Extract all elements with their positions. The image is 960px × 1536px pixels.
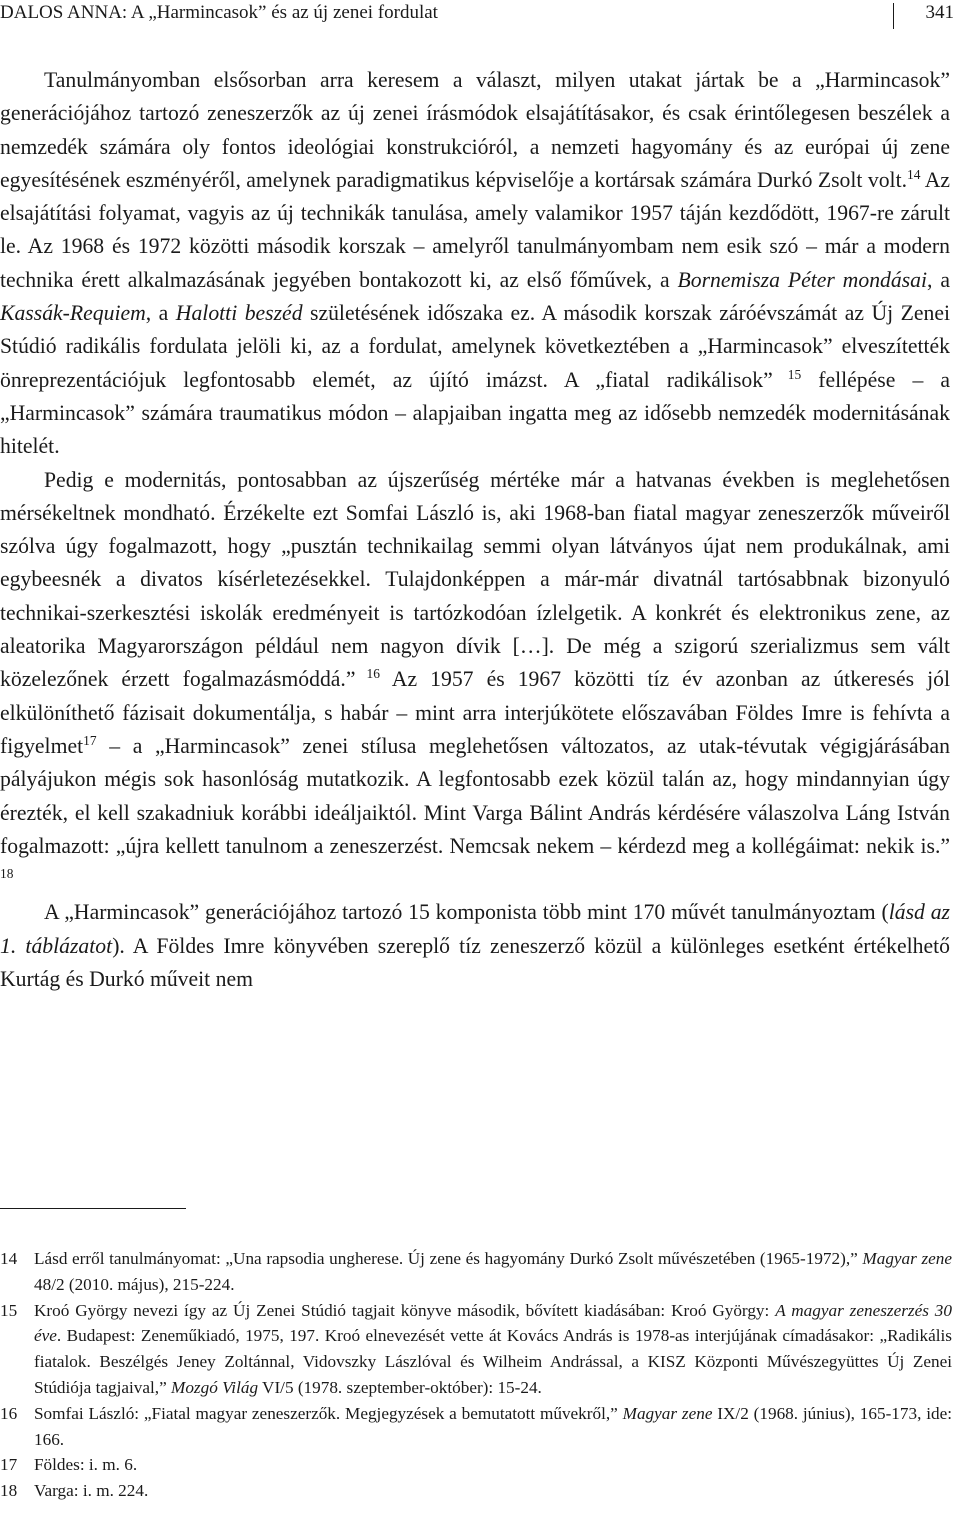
text-run: 48/2 (2010. május), 215-224.: [34, 1274, 235, 1294]
footnote-ref: 18: [0, 865, 14, 881]
italic-title: Magyar zene: [622, 1403, 713, 1423]
text-run: Az 1957 és 1967 közötti tíz év azonban az útkeresés jól elkülöníthető fázisait dokumentálja, s habár – mint arra interjúkötete előszavában Földes Imre is fehívta a figyelmet: [0, 667, 950, 758]
paragraph-2: [0, 464, 950, 897]
footnote-number: 17: [0, 1455, 18, 1475]
footnote-14: [0, 1246, 952, 1298]
italic-title: Mozgó Világ: [171, 1377, 259, 1397]
text-run: , a: [145, 301, 176, 326]
footnote-15: [0, 1298, 952, 1401]
footnote-number: 15: [0, 1300, 18, 1320]
footnote-ref: 15: [772, 366, 802, 382]
text-run: – a „Harmincasok” zenei stílusa meglehetősen változatos, az utak-tévutak végigjárásában pályájukon mégis sok hasonlóság mutatkozik. A legfontosabb ezek közül talán az, hogy mindannyian úgy érezték, el kell szakadniuk korábbi ideáljaiktól. Mint Varga Bálint András kérdésére válaszolva Láng István fogalmazott: „újra kellett tanulnom a zeneszerzést. Nemcsak nekem – kérdezd meg a kollégáimat: nekik is.”: [0, 733, 950, 858]
text-run: Földes: i. m. 6.: [34, 1455, 138, 1475]
footnote-18: [0, 1478, 952, 1504]
text-run: . Budapest: Zeneműkiadó, 1975, 197. Kroó elnevezését vette át Kovács András is 1978-as interjújának címadásakor: „Radikális fiatalok. Beszélgés Jeney Zoltánnal, Vidovszky Lászlóval és Wilheim Andrással, a KISZ Központi Művészegyüttes Új Zenei Stúdiója tagjaival,”: [34, 1326, 952, 1397]
page-number: 341: [925, 2, 954, 23]
text-run: Kroó György nevezi így az Új Zenei Stúdió tagjait könyve második, bővített kiadásában: Kroó György:: [34, 1300, 776, 1320]
main-text: [0, 64, 950, 996]
italic-title: Kassák-Requiem: [0, 301, 146, 326]
italic-title: Halotti beszéd: [175, 301, 303, 326]
running-head: DALOS ANNA: A „Harmincasok” és az új zenei fordulat: [0, 2, 438, 23]
italic-title: A magyar zeneszerzés 30 éve: [34, 1300, 952, 1346]
running-header: [0, 0, 960, 34]
footnote-ref: 16: [355, 666, 380, 682]
footnote-number: 14: [0, 1249, 18, 1268]
text-run: VI/5 (1978. szeptember-október): 15-24.: [258, 1377, 542, 1397]
footnote-ref: 17: [83, 732, 97, 748]
italic-title: lásd az 1. táblázatot: [0, 900, 950, 958]
italic-title: Magyar zene: [862, 1249, 952, 1268]
footnote-16: [0, 1401, 952, 1453]
text-run: Pedig e modernitás, pontosabban az újszerűség mértéke már a hatvanas években is meglehetősen mérsékeltnek mondható. Érzékelte ezt Somfai László is, aki 1968-ban fiatal magyar zeneszerzők műveiről szólva úgy fogalmazott, hogy „pusztán technikailag semmi olyan látványos újat nem produkálnak, ami egybeesnék a divatos kísérletezésekkel. Tulajdonképpen a már-már divatnál tartósabbnak bizonyuló technikai-szerkesztési iskolák eredményeit is tartózkodóan ízlelgetik. A konkrét és elektronikus zene, az aleatorika Magyarországon például nem nagyon dívik […]. De még a szigorú szerializmus sem vált közelezőnek érzett fogalmazásmóddá.”: [0, 467, 950, 692]
italic-title: Bornemisza Péter mondásai: [677, 267, 928, 292]
paragraph-1: [0, 64, 950, 464]
footnote-divider: [0, 1208, 186, 1209]
footnote-number: 18: [0, 1481, 18, 1501]
paragraph-3: [0, 896, 950, 996]
text-run: Az elsajátítási folyamat, vagyis az új technikák tanulása, amely valamikor 1957 táján kezdődött, 1967-re zárult le. Az 1968 és 1972 közötti második korszak – amelyről tanulmányombam nem esik szó – már a modern technika érett alkalmazásának jegyében bontakozott ki, az első főművek, a: [0, 167, 950, 292]
text-run: fellépése – a „Harmincasok” számára traumatikus módon – alapjaiban ingatta meg az idősebb nemzedék modernitásának hitelét.: [0, 367, 951, 459]
text-run: A „Harmincasok” generációjához tartozó 15 komponista több mint 170 művét tanulmányoztam (: [44, 900, 889, 925]
text-run: Varga: i. m. 224.: [34, 1481, 149, 1501]
text-run: Somfai László: „Fiatal magyar zeneszerzők. Megjegyzések a bemutatott művekről,”: [34, 1403, 623, 1423]
header-rule: [893, 3, 894, 29]
text-run: Lásd erről tanulmányomat: „Una rapsodia ungherese. Új zene és hagyomány Durkó Zsolt művészetében (1965-1972),”: [34, 1249, 863, 1268]
text-run: születésének időszaka ez. A második korszak záróévszámát az Új Zenei Stúdió radikális fordulata jelöli ki, az a fordulat, amelynek következtében a „Harmincasok” elveszítették önreprezentációjuk legfontosabb elemét, az újító imázst. A „fiatal radikálisok”: [0, 301, 950, 392]
footnote-number: 16: [0, 1403, 18, 1423]
text-run: IX/2 (1968. június), 165-173, ide: 166.: [34, 1403, 952, 1449]
footnotes: [0, 1246, 952, 1504]
text-run: , a: [927, 267, 950, 292]
footnote-ref: 14: [907, 166, 921, 182]
text-run: Tanulmányomban elsősorban arra keresem a választ, milyen utakat jártak be a „Harmincasok” generációjához tartozó zeneszerzők az új zenei írásmódok elsajátításakor, és csak érintőlegesen beszélek a nemzedék számára oly fontos ideológiai konstrukcióról, a nemzeti hagyomány és az európai új zene egyesítésének eszményéről, amelynek paradigmatikus képviselője a kortársak számára Durkó Zsolt volt.: [0, 68, 950, 192]
text-run: ). A Földes Imre könyvében szereplő tíz zeneszerző közül a különleges esetként értékelhető Kurtág és Durkó műveit nem: [0, 933, 951, 992]
footnote-17: [0, 1452, 952, 1478]
